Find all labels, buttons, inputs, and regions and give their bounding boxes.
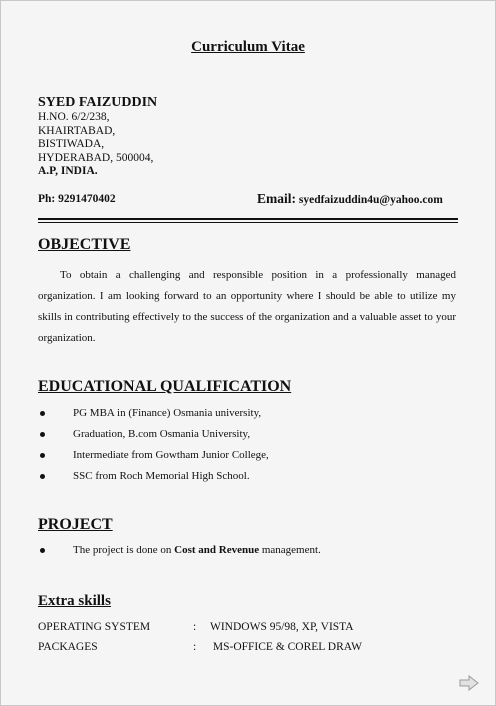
- objective-heading: OBJECTIVE: [38, 236, 131, 253]
- extra-skills-heading: Extra skills: [38, 593, 111, 609]
- address-line: KHAIRTABAD,: [38, 124, 116, 137]
- education-list: [38, 403, 269, 487]
- list-item: [38, 445, 269, 466]
- objective-paragraph: To obtain a challenging and responsible position in a professionally managed organization. I am looking forward to an opportunity where I should be able to utilize my skills in contributing effectively to the success of the organization and a valuable asset to your organization.: [38, 269, 456, 344]
- address-line: HYDERABAD, 500004,: [38, 151, 154, 164]
- candidate-name: SYED FAIZUDDIN: [38, 95, 158, 110]
- email-address[interactable]: syedfaizuddin4u@yahoo.com: [298, 194, 443, 206]
- header-divider-thick: [38, 218, 458, 220]
- bullet-icon: [40, 453, 45, 458]
- address-block: [38, 111, 153, 179]
- project-heading: PROJECT: [38, 516, 113, 533]
- list-item-text: SSC from Roch Memorial High School.: [73, 470, 250, 482]
- list-item-text: PG MBA in (Finance) Osmania university,: [73, 407, 262, 419]
- address-state: A.P, INDIA.: [38, 165, 98, 177]
- skill-label: PACKAGES: [38, 641, 98, 653]
- phone-number: Ph: 9291470402: [38, 193, 116, 205]
- list-item-text: Intermediate from Gowtham Junior College,: [73, 449, 269, 461]
- address-line: H.NO. 6/2/238,: [38, 111, 110, 123]
- project-list: [38, 540, 321, 561]
- email-block: [257, 191, 443, 207]
- objective-text: [38, 265, 456, 349]
- project-text-bold: Cost and Revenue: [174, 544, 260, 556]
- email-label: Email:: [257, 191, 296, 206]
- skill-value: WINDOWS 95/98, XP, VISTA: [210, 621, 354, 633]
- address-line: BISTIWADA,: [38, 138, 105, 150]
- skill-row-packages: [38, 641, 362, 653]
- bullet-icon: [40, 474, 45, 479]
- bullet-icon: [40, 411, 45, 416]
- list-item: [38, 466, 269, 487]
- skill-value: MS-OFFICE & COREL DRAW: [210, 641, 362, 653]
- project-text-start: The project is done on: [73, 544, 175, 556]
- header-divider-thin: [38, 222, 458, 223]
- next-arrow-icon[interactable]: [459, 675, 479, 691]
- project-text-end: management.: [259, 544, 321, 556]
- skill-separator: :: [193, 641, 197, 653]
- skill-label: OPERATING SYSTEM: [38, 621, 151, 633]
- bullet-icon: [40, 432, 45, 437]
- list-item: [38, 540, 321, 561]
- bullet-icon: [40, 548, 45, 553]
- skill-separator: :: [193, 621, 197, 633]
- skill-row-os: [38, 621, 354, 633]
- document-title: Curriculum Vitae: [191, 39, 305, 55]
- education-heading: EDUCATIONAL QUALIFICATION: [38, 378, 292, 395]
- list-item-text: Graduation, B.com Osmania University,: [73, 428, 251, 440]
- list-item: [38, 403, 269, 424]
- list-item: [38, 424, 269, 445]
